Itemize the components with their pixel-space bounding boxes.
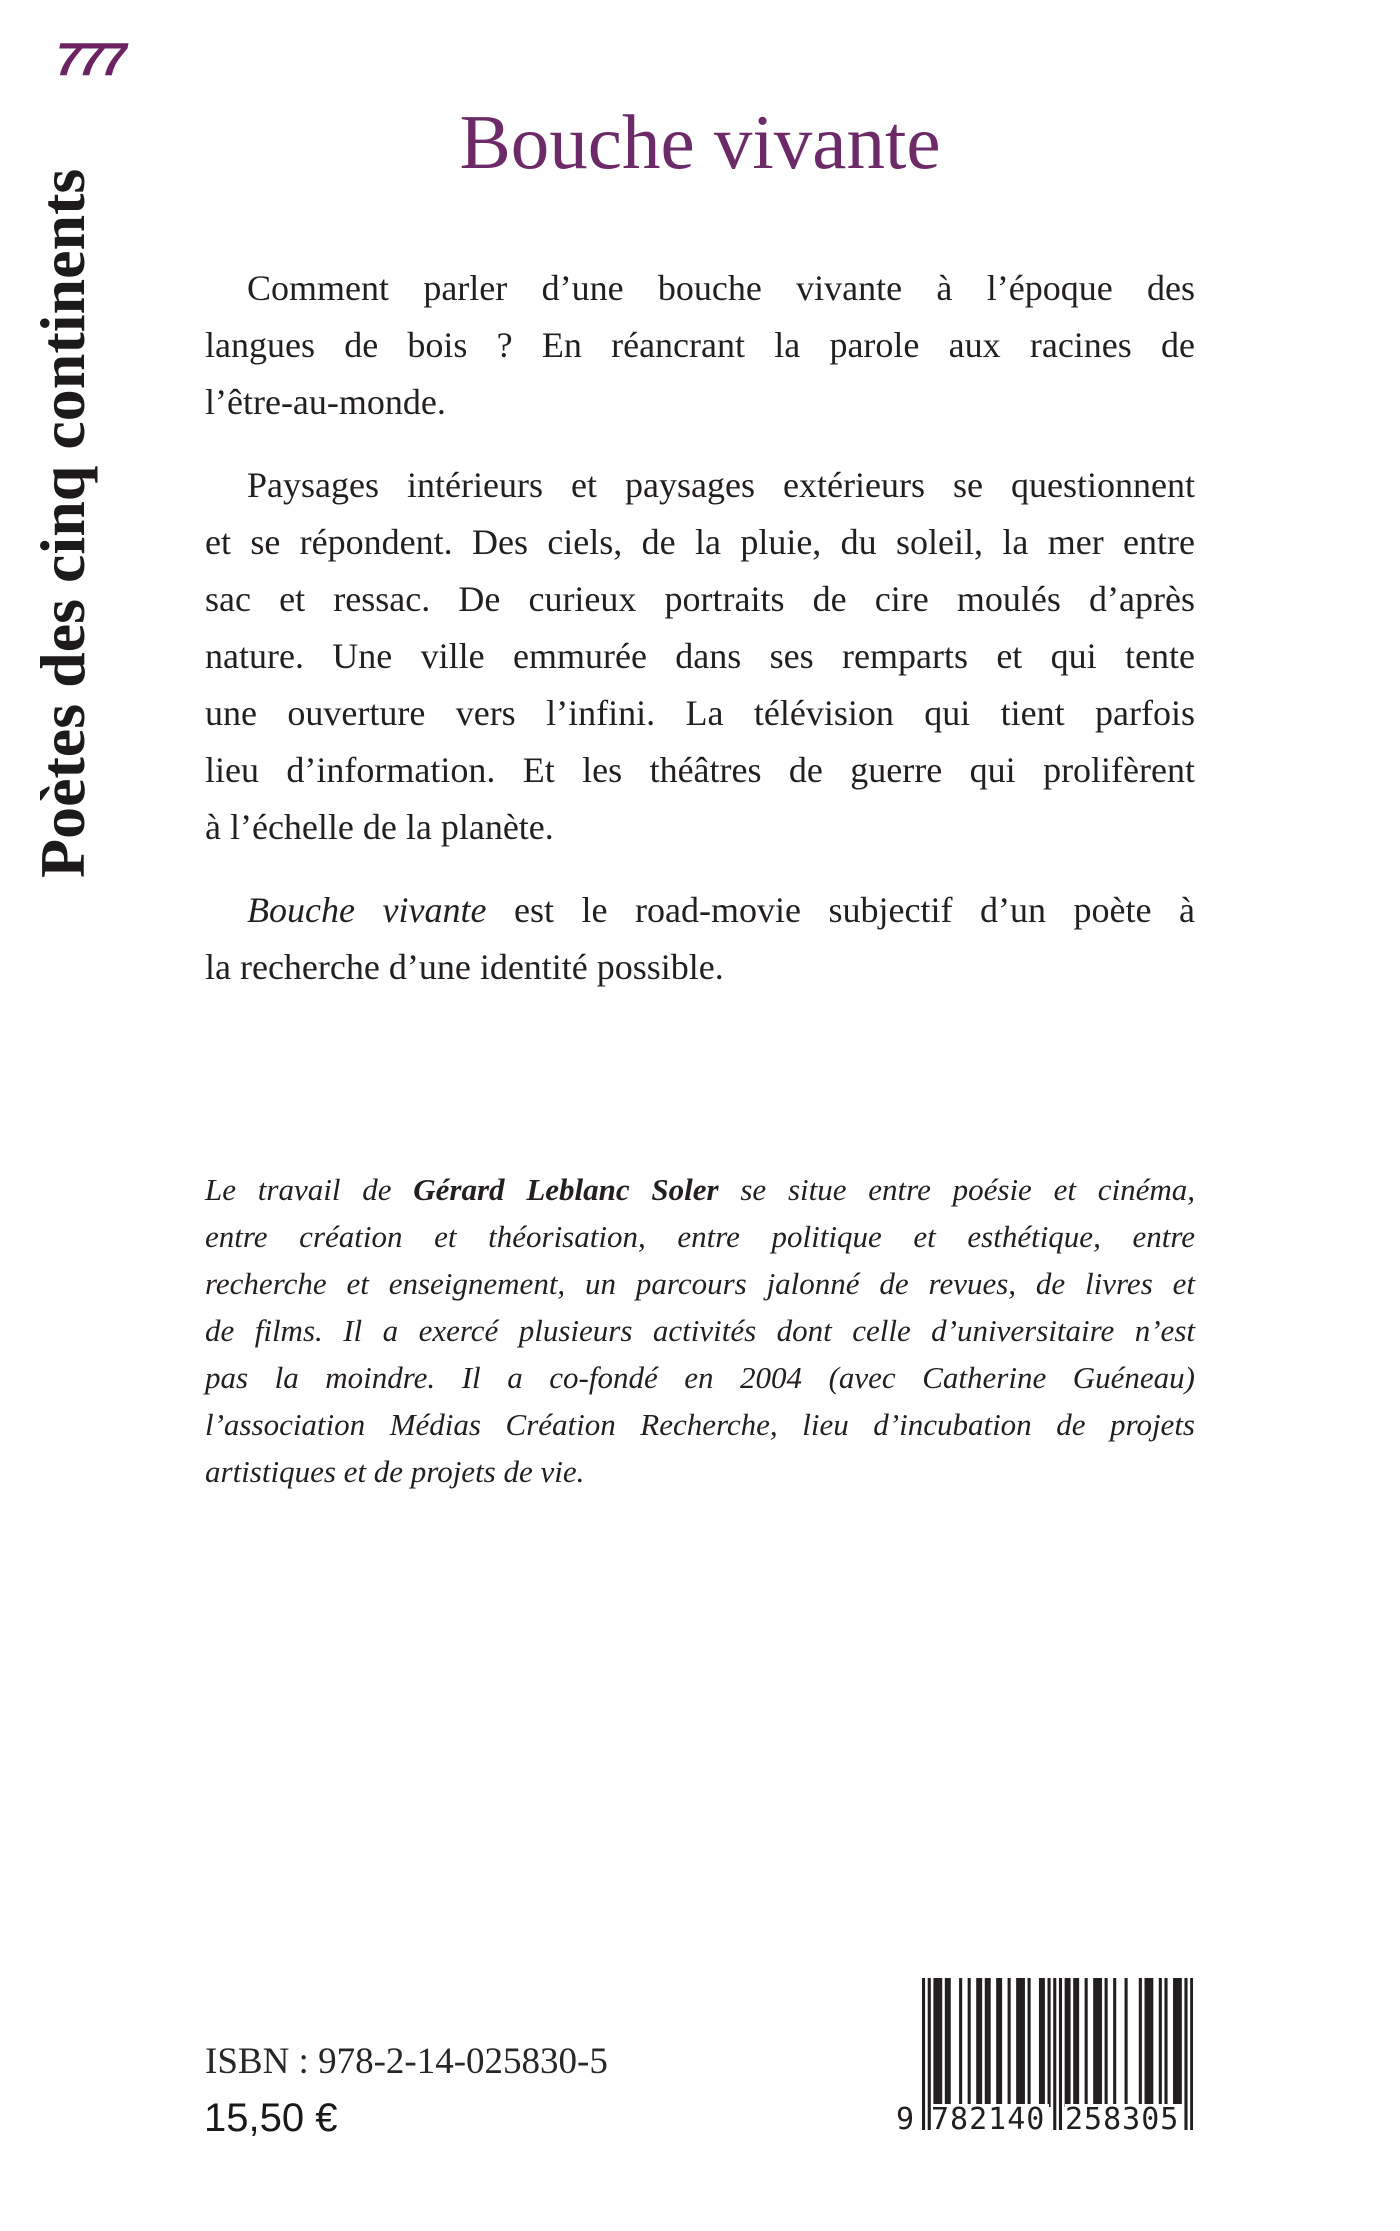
author-bio: Le travail de Gérard Leblanc Soler se situe entre poésie et cinéma, entre création et théorisation, entre politique et esthétique, entre recherche et enseignement, un parcours jalonné de revues, de livres et de films. Il a exercé plusieurs activités dont celle d’universitaire n’est pas la moindre. Il a co-fondé en 2004 (avec Catherine Guéneau) l’association Médias Création Recherche, lieu d’incubation de projets artistiques et de projets de vie. — [205, 1172, 1196, 1489]
price-text: 15,50 € — [204, 2096, 338, 2140]
barcode-digit-lead: 9 — [896, 2104, 918, 2136]
isbn-text: ISBN : 978-2-14-025830-5 — [205, 2041, 608, 2082]
book-title: Bouche vivante — [459, 99, 941, 185]
synopsis-paragraph-2: Paysages intérieurs et paysages extérieurs se questionnent et se répondent. Des ciels, de la pluie, du soleil, la mer entre sac et ressac. De curieux portraits de cire moulés d’après nature. Une ville emmurée dans ses remparts et qui tente une ouverture vers l’infini. La télévision qui tient parfois lieu d’information. Et les théâtres de guerre qui prolifèrent à l’échelle de la planète. — [205, 465, 1195, 847]
synopsis-paragraph-3: Bouche vivante est le road-movie subjectif d’un poète à la recherche d’une identité possible. — [205, 890, 1196, 987]
collection-number: 777 — [56, 33, 124, 85]
ean-barcode — [897, 1978, 1197, 2138]
barcode-digits-right: 258305 — [1065, 2104, 1183, 2136]
barcode-digits-left: 782140 — [931, 2104, 1049, 2136]
synopsis — [205, 260, 1195, 996]
synopsis-paragraph-1: Comment parler d’une bouche vivante à l’époque des langues de bois ? En réancrant la parole aux racines de l’être-au-monde. — [205, 268, 1195, 422]
collection-name-vertical: Poètes des cinq continents — [27, 168, 98, 878]
